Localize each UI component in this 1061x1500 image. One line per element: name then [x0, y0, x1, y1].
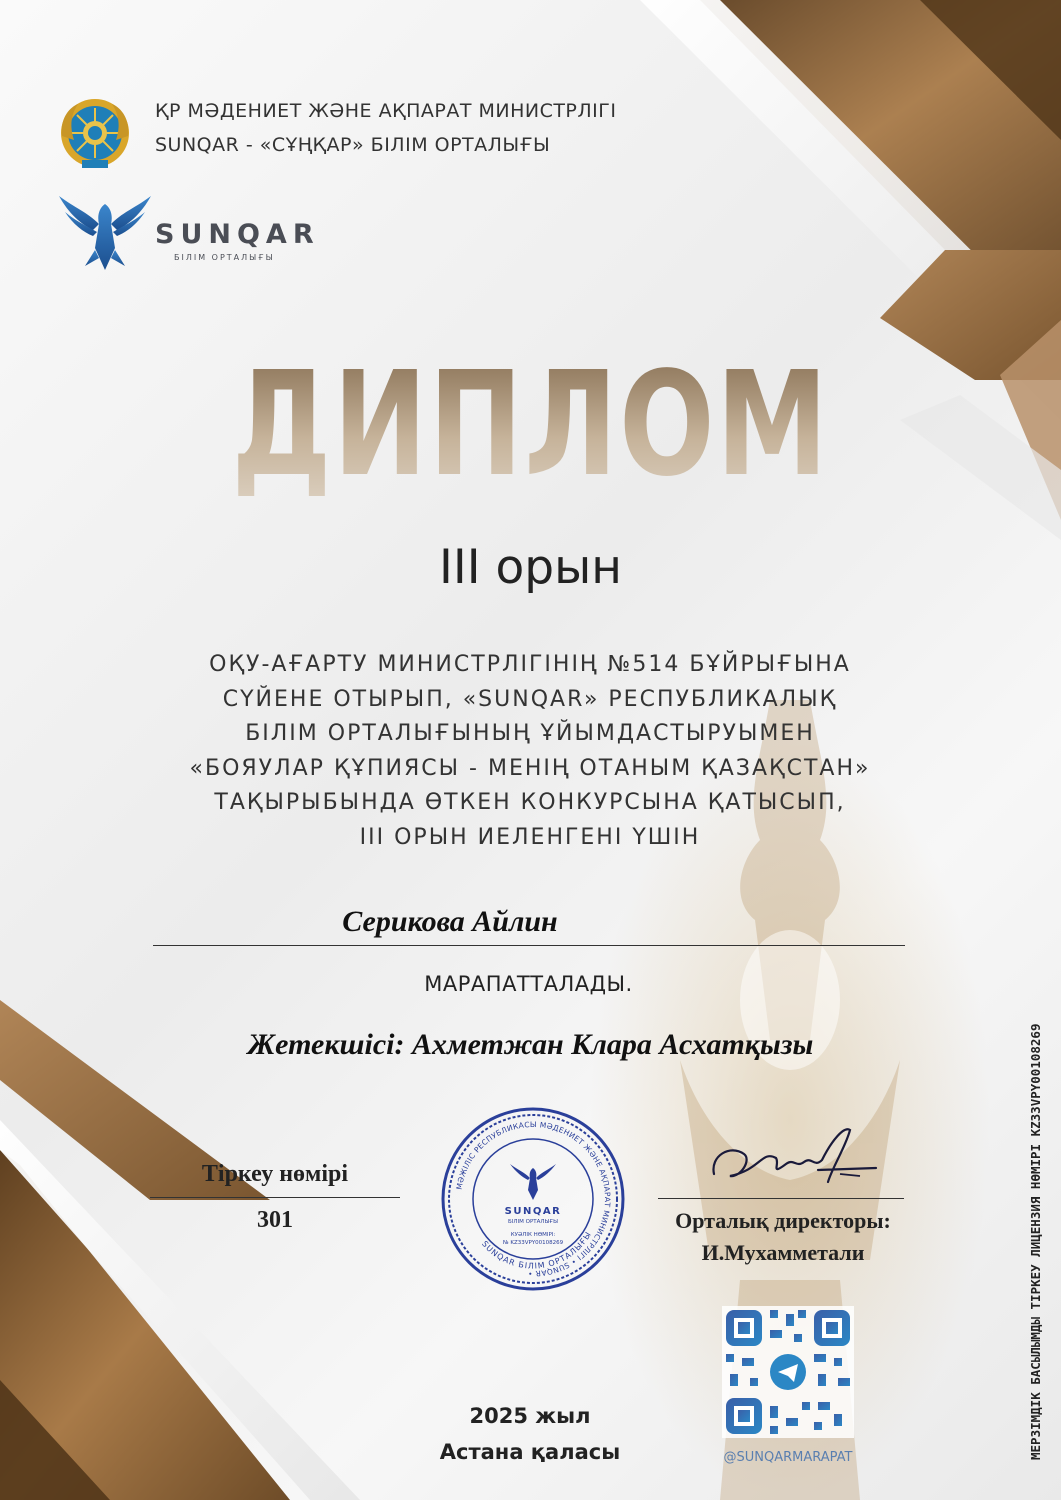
svg-text:КУӘЛІК НӨМІРІ:: КУӘЛІК НӨМІРІ: [510, 1232, 556, 1238]
svg-text:БІЛІМ ОРТАЛЫҒЫ: БІЛІМ ОРТАЛЫҒЫ [508, 1219, 558, 1225]
ministry-name: ҚР МӘДЕНИЕТ ЖӘНЕ АҚПАРАТ МИНИСТРЛІГІ [155, 100, 617, 122]
qr-code-icon [722, 1306, 854, 1438]
svg-text:SUNQAR БІЛІМ ОРТАЛЫҒЫ: SUNQAR БІЛІМ ОРТАЛЫҒЫ [480, 1229, 594, 1271]
director-signature [700, 1120, 880, 1200]
diploma-title: ДИПЛОМ [117, 352, 945, 496]
logo-wordmark: SUNQAR [155, 219, 320, 250]
body-line: БІЛІМ ОРТАЛЫҒЫНЫҢ ҰЙЫМДАСТЫРУЫМЕН [245, 721, 815, 746]
logo-subtitle: БІЛІМ ОРТАЛЫҒЫ [174, 253, 275, 262]
awarded-text: МАРАПАТТАЛАДЫ. [424, 972, 633, 996]
body-line: ТАҚЫРЫБЫНДА ӨТКЕН КОНКУРСЫНА ҚАТЫСЫП, [214, 790, 846, 815]
issue-year: 2025 жыл [469, 1404, 591, 1428]
state-emblem-icon [58, 96, 132, 170]
recipient-underline [153, 945, 905, 946]
director-divider [658, 1198, 904, 1199]
falcon-logo-icon [55, 190, 155, 274]
director-name: И.Мухамметали [701, 1240, 865, 1265]
registration-divider [150, 1197, 400, 1198]
registration-number: 301 [257, 1207, 293, 1233]
svg-text:МӘЖІЛІС РЕСПУБЛИКАСЫ МӘДЕНИЕТ: МӘЖІЛІС РЕСПУБЛИКАСЫ МӘДЕНИЕТ ЖӘНЕ АҚПАРАТ МИНИСТРЛІГІ • SUNQAR • [454, 1119, 613, 1279]
body-line: СҮЙЕНЕ ОТЫРЫП, «SUNQAR» РЕСПУБЛИКАЛЫҚ [222, 686, 838, 712]
social-handle: @SUNQARMARAPAT [723, 1450, 853, 1465]
recipient-name: Серикова Айлин [342, 905, 558, 938]
body-line: III ОРЫН ИЕЛЕНГЕНІ ҮШІН [359, 824, 701, 850]
body-line: ОҚУ-АҒАРТУ МИНИСТРЛІГІНІҢ №514 БҰЙРЫҒЫНА [209, 652, 851, 677]
supervisor-name: Жетекшісі: Ахметжан Клара Асхатқызы [247, 1028, 814, 1061]
body-line: «БОЯУЛАР ҚҰПИЯСЫ - МЕНІҢ ОТАНЫМ ҚАЗАҚСТАН» [189, 755, 871, 781]
center-name: SUNQAR - «СҰҢҚАР» БІЛІМ ОРТАЛЫҒЫ [155, 134, 551, 156]
official-stamp [440, 1106, 626, 1292]
svg-text:№ KZ33VPY00108269: № KZ33VPY00108269 [502, 1240, 564, 1246]
svg-text:SUNQAR: SUNQAR [504, 1206, 562, 1217]
award-body-text [80, 648, 980, 855]
place-heading: III орын [439, 540, 622, 595]
issue-city: Астана қаласы [439, 1440, 621, 1464]
director-title: Орталық директоры: [675, 1208, 891, 1233]
license-number: МЕРЗІМДІК БАСЫЛЫМДЫ ТІРКЕУ ЛИЦЕНЗИЯ НӨМІРІ KZ33VPY00108269 [1028, 1023, 1043, 1460]
registration-label: Тіркеу нөмірі [201, 1161, 349, 1187]
